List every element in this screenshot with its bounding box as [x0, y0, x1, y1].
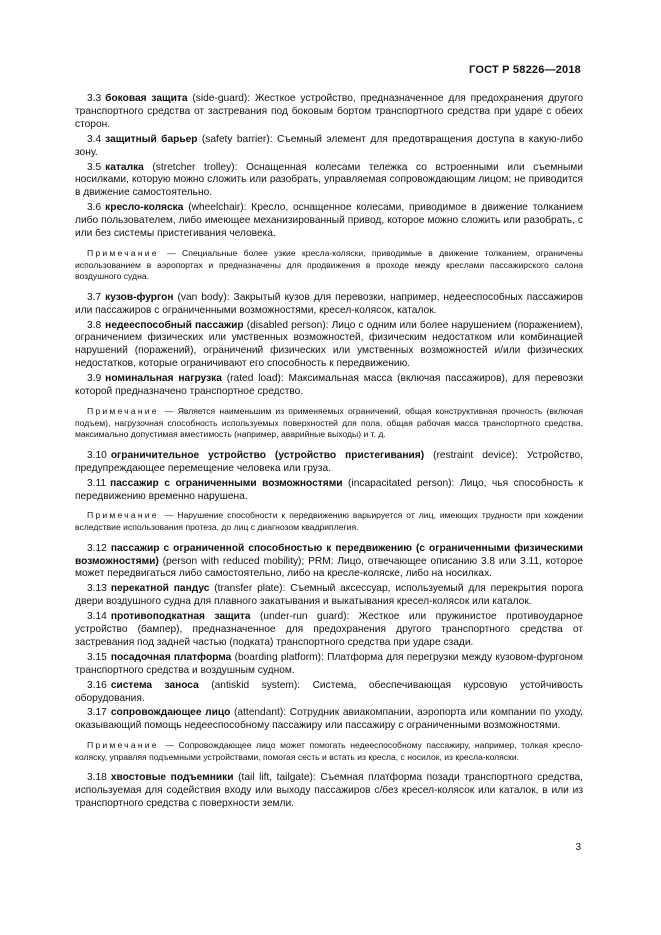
term-definition	[75, 707, 583, 733]
term-definition	[75, 450, 583, 476]
note-text: — Сопровождающее лицо может помогать недееспособному пассажиру, например, толкая кресло-коляску, управляя подъемными устройствами, помогая сесть и встать из кресла, с носилок, из кресла-коляски.	[75, 740, 583, 762]
term-number: 3.6	[87, 202, 102, 214]
note-text: — Является наименьшим из применяемых ограничений, общая конструктивная прочность (включая подъем), нагрузочная способность используемых поверхностей для пола, общая рабочая масса транспортного средства, максимально допустимая вместимость (например, аварийные выходы) и т. д.	[75, 406, 583, 440]
term-name: посадочная платформа	[110, 651, 232, 663]
term-name: система заноса	[110, 679, 199, 691]
term-text: (transfer plate): Съемный аксессуар, используемый для перекрытия порога двери воздушного судна для плавного закатывания и выкатывания кресел-колясок или каталок.	[75, 583, 583, 608]
page-number: 3	[575, 842, 581, 853]
term-text: (van body): Закрытый кузов для перевозки, например, недееспособных пассажиров или пассажиров с ограниченными возможностями, кресел-колясок, каталок.	[75, 291, 583, 316]
note-text: — Специальные более узкие кресла-коляски, приводимые в движение толканием, ограничены использованием в аэропортах и предназначены для продвижения в проходе между креслами пассажирского салона воздушного судна.	[75, 247, 583, 282]
term-text: (attendant): Сотрудник авиакомпании, аэропорта или компании по уходу, оказывающий помощь недееспособному пассажиру или пассажиру с ограниченными возможностями.	[75, 707, 583, 732]
term-number: 3.18	[87, 772, 107, 784]
term-text: (wheelchair): Кресло, оснащенное колесами, приводимое в движение толканием либо пользователем, либо имеющее механизированный привод, которое можно сложить или разобрать, с или без системы пристегивания человека.	[75, 202, 583, 240]
term-number: 3.10	[87, 449, 107, 461]
term-text: (restraint device): Устройство, предупреждающее перемещение человека или груза.	[75, 449, 583, 474]
term-definition	[75, 202, 583, 241]
term-text: (under-run guard): Жесткое или пружинистое противоударное устройство (бампер), предназначенное для предохранения другого транспортного средства от застревания под задней частью (подката) транспортного средства при ударе сзади.	[75, 611, 583, 648]
term-definition	[75, 478, 583, 504]
term-name: пассажир с ограниченными возможностями	[110, 477, 343, 489]
note-label: Примечание	[87, 510, 159, 521]
term-definition	[75, 583, 583, 609]
term-name: номинальная нагрузка	[105, 373, 222, 385]
note	[75, 740, 583, 763]
term-definition	[75, 543, 583, 582]
note-label: Примечание	[87, 406, 159, 416]
note	[75, 406, 583, 441]
term-text: (safety barrier): Съемный элемент для предотвращения доступа в какую-либо зону.	[75, 133, 583, 158]
term-number: 3.13	[87, 583, 107, 595]
term-definition	[75, 320, 583, 372]
note	[75, 510, 583, 533]
term-name: кресло-коляска	[105, 202, 184, 214]
term-number: 3.9	[87, 373, 102, 385]
term-definition	[75, 652, 583, 678]
term-text: (incapacitated person): Лицо, чья способность к передвижению временно нарушена.	[75, 477, 584, 502]
term-number: 3.3	[87, 93, 102, 104]
term-name: кузов-фургон	[105, 291, 174, 303]
note	[75, 248, 583, 283]
term-number: 3.14	[87, 611, 107, 623]
term-number: 3.8	[87, 319, 102, 331]
term-number: 3.5	[87, 161, 102, 173]
term-definition	[75, 292, 583, 318]
term-text: (person with reduced mobility); PRM: Лицо, отвечающее описанию 3.8 или 3.11, которое может передвигаться либо самостоятельно, либо на кресле-коляске, либо на носилках.	[75, 555, 583, 580]
term-name: противоподкатная защита	[110, 611, 251, 623]
term-definition	[75, 772, 583, 811]
term-number: 3.17	[87, 707, 107, 719]
term-name: сопровождающее лицо	[110, 707, 231, 719]
term-name: пассажир с ограниченной способностью к передвижению (с ограниченными физическими возможностями)	[75, 542, 583, 567]
term-definition	[75, 162, 583, 201]
term-name: недееспособный пассажир	[105, 319, 244, 331]
term-name: перекатной пандус	[110, 583, 210, 595]
term-number: 3.7	[87, 291, 102, 303]
term-definition	[75, 93, 583, 132]
term-definition	[75, 373, 583, 399]
term-definition	[75, 680, 583, 706]
term-number: 3.15	[87, 651, 107, 663]
term-name: ограничительное устройство (устройство пристегивания)	[110, 449, 425, 461]
term-text: (boarding platform): Платформа для перегрузки между кузовом-фургоном транспортного средства и воздушным судном.	[75, 651, 583, 676]
term-definition	[75, 611, 583, 650]
term-text: (tail lift, tailgate): Съемная платформа позади транспортного средства, используемая для содействия входу или выходу пассажиров с/без кресел-колясок или каталок, в или из транспортного средства с поверхности земли.	[75, 772, 584, 810]
term-text: (rated load): Максимальная масса (включая пассажиров), для перевозки которой предназначено транспортное средство.	[75, 373, 584, 398]
term-number: 3.16	[87, 679, 107, 691]
term-number: 3.4	[87, 133, 102, 145]
term-number: 3.12	[87, 542, 107, 554]
term-name: боковая защита	[105, 93, 188, 104]
term-name: хвостовые подъемники	[110, 772, 234, 784]
term-text: (stretcher trolley): Оснащенная колесами тележка со встроенными или съемными носилками, которую можно сложить или разобрать, управляемая сопровождающим лицом; не приводится в движение самостоятельно.	[75, 161, 583, 199]
note-text: — Нарушение способности к передвижению варьируется от лиц, имеющих трудности при хождении вследствие использования протеза, до лиц с диагнозом квадриплегия.	[75, 510, 583, 532]
note-label: Примечание	[87, 740, 159, 751]
term-definition	[75, 134, 583, 160]
term-name: каталка	[105, 161, 144, 173]
term-text: (antiskid system): Система, обеспечивающая курсовую устойчивость оборудования.	[75, 679, 583, 704]
term-text: (side-guard): Жесткое устройство, предназначенное для предохранения другого транспортного средства от застревания под боковым бортом транспортного средства при ударе с обеих сторон.	[75, 93, 583, 130]
term-name: защитный барьер	[105, 133, 198, 145]
standard-header: ГОСТ Р 58226—2018	[469, 64, 581, 76]
terms-content	[75, 93, 583, 813]
term-text: (disabled person): Лицо с одним или более нарушением (поражением), ограничением физических или умственных возможностей, физическим недостатком или комбинацией нарушений (поражений), ограничений физических или умственных возможностей и/или физических недостатков, которые ограничивают его способность к передвижению.	[75, 319, 583, 370]
term-number: 3.11	[87, 477, 107, 489]
note-label: Примечание	[87, 247, 159, 258]
